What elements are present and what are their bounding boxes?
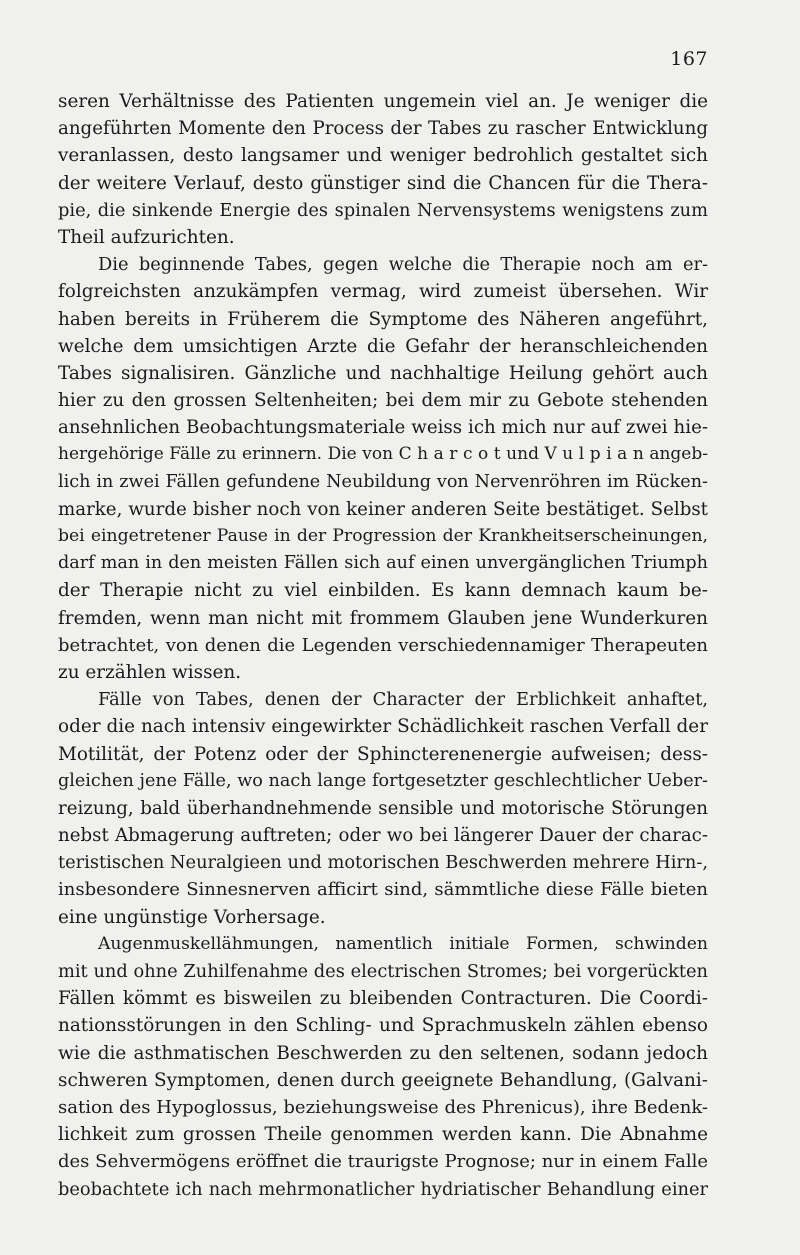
body-text (58, 88, 708, 1203)
text-line: nationsstörungen in den Schling- und Sprachmuskeln zählen ebenso (58, 1015, 708, 1037)
text-line: zu erzählen wissen. (58, 661, 242, 683)
text-line: Motilität, der Potenz oder der Sphincterenenergie aufweisen; dess- (58, 743, 708, 765)
text-line: veranlassen, desto langsamer und weniger bedrohlich gestaltet sich (58, 145, 708, 167)
text-line: reizung, bald überhandnehmende sensible und motorische Störungen (58, 797, 708, 819)
text-line: pie, die sinkende Energie des spinalen Nervensystems wenigstens zum (58, 199, 708, 221)
text-line: schweren Symptomen, denen durch geeignete Behandlung, (Galvani- (58, 1069, 708, 1091)
text-line: haben bereits in Früherem die Symptome des Näheren angeführt, (58, 308, 708, 330)
text-line: der weitere Verlauf, desto günstiger sind die Chancen für die Thera- (58, 172, 708, 194)
text-line: welche dem umsichtigen Arzte die Gefahr der heranschleichenden (58, 335, 708, 357)
text-line: Tabes signalisiren. Gänzliche und nachhaltige Heilung gehört auch (58, 362, 708, 384)
paragraph (58, 88, 708, 251)
text-line: Die beginnende Tabes, gegen welche die Therapie noch am er- (98, 254, 708, 276)
text-line: der Therapie nicht zu viel einbilden. Es kann demnach kaum be- (58, 580, 708, 602)
text-line: mit und ohne Zuhilfenahme des electrischen Stromes; bei vorgerückten (58, 961, 708, 982)
text-line: teristischen Neuralgieen und motorischen Beschwerden mehrere Hirn-, (58, 852, 708, 874)
text-line: wie die asthmatischen Beschwerden zu den seltenen, sodann jedoch (58, 1042, 708, 1064)
text-line: insbesondere Sinnesnerven afficirt sind, sämmtliche diese Fälle bieten (58, 879, 708, 901)
text-line: bei eingetretener Pause in der Progression der Krankheitserscheinungen, (58, 526, 708, 546)
text-line: nebst Abmagerung auftreten; oder wo bei längerer Dauer der charac- (58, 825, 708, 847)
text-line: sation des Hypoglossus, beziehungsweise des Phrenicus), ihre Bedenk- (58, 1096, 708, 1118)
text-line: eine ungünstige Vorhersage. (58, 906, 326, 928)
paragraph (58, 686, 708, 931)
text-line: darf man in den meisten Fällen sich auf einen unvergänglichen Triumph (58, 553, 708, 574)
paragraph (58, 931, 708, 1203)
text-line: fremden, wenn man nicht mit frommem Glauben jene Wunderkuren (58, 607, 708, 629)
text-line: betrachtet, von denen die Legenden verschiedennamiger Therapeuten (58, 634, 708, 656)
text-line: beobachtete ich nach mehrmonatlicher hydriatischer Behandlung einer (58, 1178, 708, 1200)
text-line: lichkeit zum grossen Theile genommen werden kann. Die Abnahme (58, 1124, 708, 1146)
text-line: Augenmuskellähmungen, namentlich initiale Formen, schwinden (98, 933, 708, 954)
text-line: gleichen jene Fälle, wo nach lange fortgesetzter geschlechtlicher Ueber- (58, 770, 708, 791)
text-line: oder die nach intensiv eingewirkter Schädlichkeit raschen Verfall der (58, 716, 708, 738)
text-line: des Sehvermögens eröffnet die traurigste Prognose; nur in einem Falle (58, 1151, 708, 1173)
text-line: angeführten Momente den Process der Tabes zu rascher Entwicklung (58, 118, 708, 140)
text-line: seren Verhältnisse des Patienten ungemein viel an. Je weniger die (58, 91, 708, 112)
text-line: marke, wurde bisher noch von keiner anderen Seite bestätiget. Selbst (58, 498, 708, 520)
text-line: hergehörige Fälle zu erinnern. Die von C h a r c o t und V u l p i a n angeb- (58, 444, 708, 465)
page-number: 167 (670, 48, 708, 70)
text-line: hier zu den grossen Seltenheiten; bei dem mir zu Gebote stehenden (58, 390, 708, 412)
text-line: Fällen kömmt es bisweilen zu bleibenden Contracturen. Die Coordi- (58, 988, 708, 1010)
text-line: Fälle von Tabes, denen der Character der Erblichkeit anhaftet, (98, 689, 708, 711)
paragraph (58, 251, 708, 686)
text-line: lich in zwei Fällen gefundene Neubildung von Nervenröhren im Rücken- (58, 471, 708, 492)
text-line: folgreichsten anzukämpfen vermag, wird zumeist übersehen. Wir (58, 281, 708, 303)
text-line: ansehnlichen Beobachtungsmateriale weiss ich mich nur auf zwei hie- (58, 417, 708, 439)
text-line: Theil aufzurichten. (58, 226, 235, 248)
